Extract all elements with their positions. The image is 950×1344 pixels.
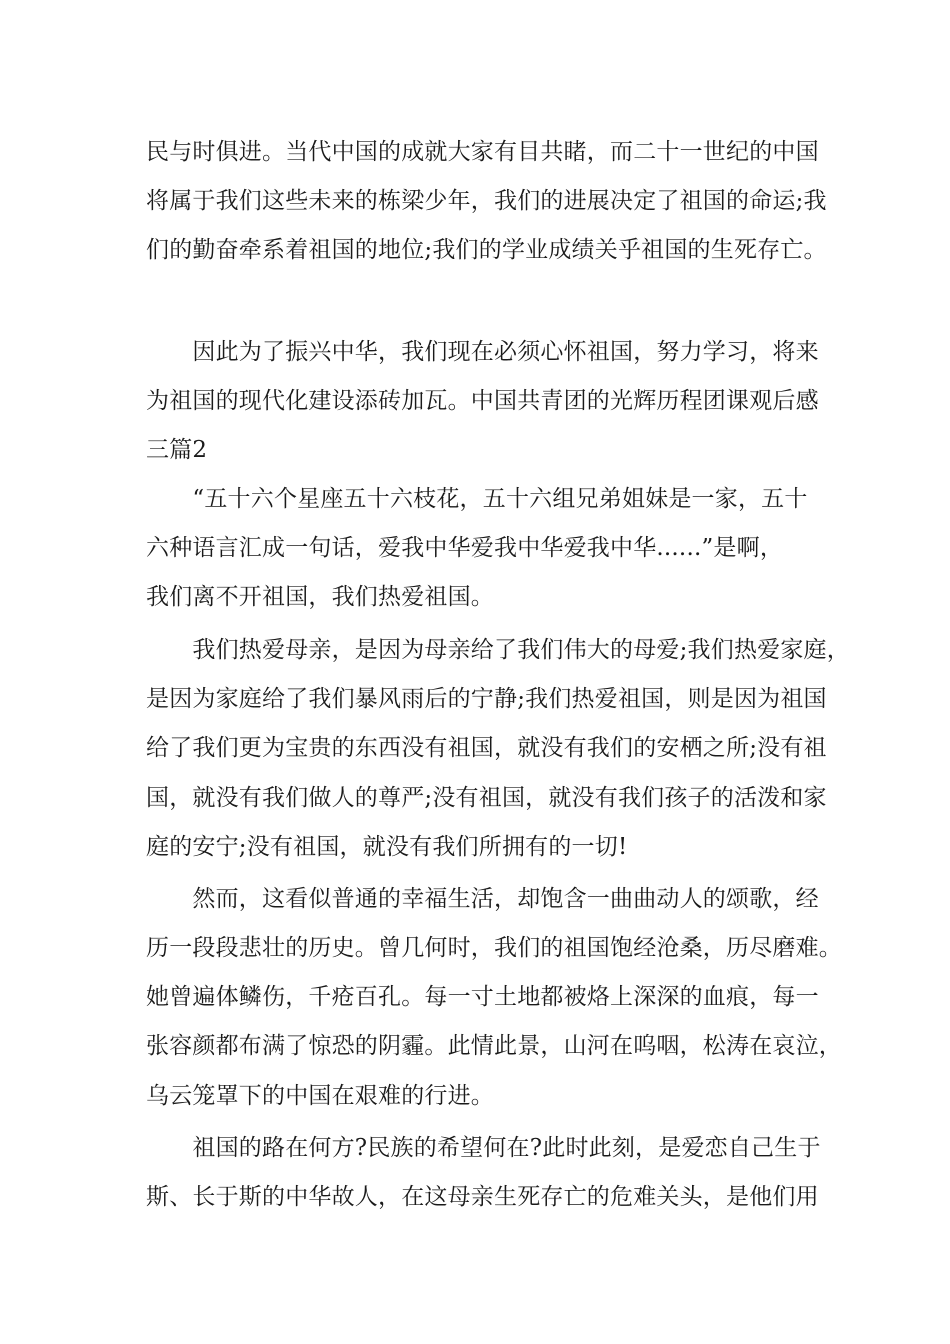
text-line: 国，就没有我们做人的尊严;没有祖国，就没有我们孩子的活泼和家 [146, 785, 827, 811]
text-line: 乌云笼罩下的中国在艰难的行进。 [146, 1083, 494, 1109]
text-line: 给了我们更为宝贵的东西没有祖国，就没有我们的安栖之所;没有祖 [146, 735, 827, 761]
text-line: 她曾遍体鳞伤，千疮百孔。每一寸土地都被烙上深深的血痕，每一 [146, 984, 819, 1010]
text-line: 六种语言汇成一句话，爱我中华爱我中华爱我中华......”是啊， [146, 535, 784, 561]
text-line: 因此为了振兴中华，我们现在必须心怀祖国，努力学习，将来 [146, 339, 819, 365]
text-line: 我们热爱母亲，是因为母亲给了我们伟大的母爱;我们热爱家庭， [146, 637, 850, 663]
text-line: 张容颜都布满了惊恐的阴霾。此情此景，山河在呜咽，松涛在哀泣， [146, 1033, 842, 1059]
text-line: 祖国的路在何方?民族的希望何在?此时此刻，是爱恋自己生于 [146, 1135, 821, 1161]
text-line: 是因为家庭给了我们暴风雨后的宁静;我们热爱祖国，则是因为祖国 [146, 686, 827, 712]
text-line: “五十六个星座五十六枝花，五十六组兄弟姐妹是一家，五十 [146, 486, 808, 512]
text-line: 民与时俱进。当代中国的成就大家有目共睹，而二十一世纪的中国 [146, 139, 819, 165]
text-line: 将属于我们这些未来的栋梁少年，我们的进展决定了祖国的命运;我 [146, 188, 827, 214]
text-line: 斯、长于斯的中华故人，在这母亲生死存亡的危难关头，是他们用 [146, 1184, 819, 1210]
text-line: 三篇2 [146, 437, 208, 463]
text-line: 们的勤奋牵系着祖国的地位;我们的学业成绩关乎祖国的生死存亡。 [146, 237, 827, 263]
text-line: 历一段段悲壮的历史。曾几何时，我们的祖国饱经沧桑，历尽磨难。 [146, 935, 842, 961]
text-line: 然而，这看似普通的幸福生活，却饱含一曲曲动人的颂歌，经 [146, 886, 819, 912]
text-line: 庭的安宁;没有祖国，就没有我们所拥有的一切! [146, 834, 628, 860]
text-line: 我们离不开祖国，我们热爱祖国。 [146, 584, 494, 610]
text-line: 为祖国的现代化建设添砖加瓦。中国共青团的光辉历程团课观后感 [146, 388, 819, 414]
